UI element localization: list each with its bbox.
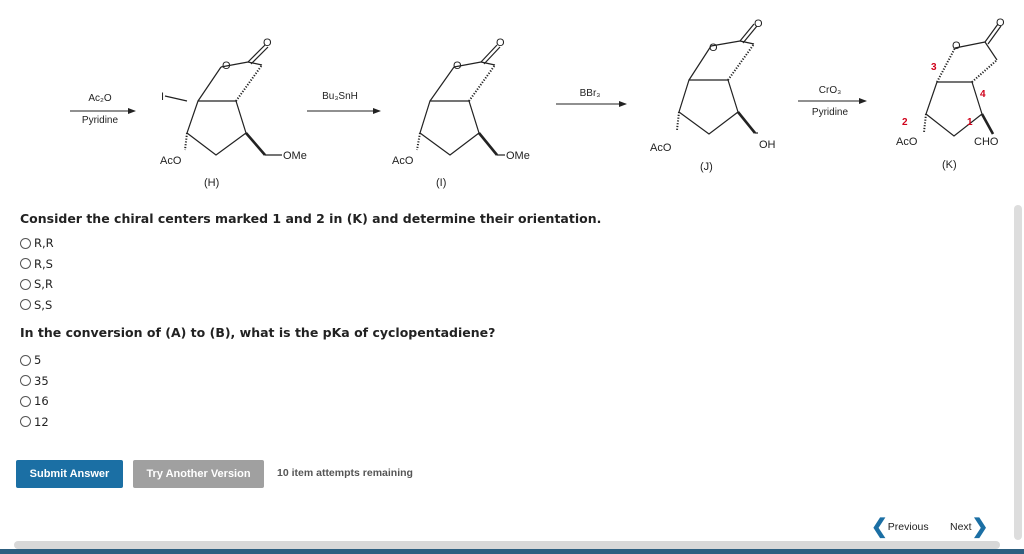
compound-k-carbonyl-o: O bbox=[996, 17, 1005, 29]
reagent-4-top: CrO₃ bbox=[818, 85, 842, 96]
radio-button[interactable] bbox=[20, 258, 31, 269]
reagent-2-top: Bu₃SnH bbox=[322, 91, 358, 102]
reaction-arrow-1 bbox=[70, 93, 135, 126]
compound-h-label: (H) bbox=[204, 177, 220, 189]
reagent-3-top: BBr₃ bbox=[579, 88, 601, 99]
attempts-remaining: 10 item attempts remaining bbox=[277, 467, 413, 479]
center-number-2: 2 bbox=[902, 117, 908, 128]
option-35[interactable]: 35 bbox=[20, 371, 49, 392]
radio-button[interactable] bbox=[20, 355, 31, 366]
compound-j-oh: OH bbox=[759, 139, 776, 151]
compound-h-aco: AcO bbox=[160, 155, 182, 167]
compound-j-aco: AcO bbox=[650, 142, 672, 154]
center-number-1: 1 bbox=[967, 117, 973, 128]
option-ss[interactable]: S,S bbox=[20, 295, 54, 316]
reagent-1-top: Ac₂O bbox=[88, 93, 112, 104]
horizontal-scrollbar[interactable] bbox=[14, 541, 1000, 549]
compound-h-iodo: I bbox=[161, 91, 165, 103]
try-another-version-button[interactable]: Try Another Version bbox=[133, 460, 264, 488]
chevron-left-icon: ❮ bbox=[871, 516, 888, 538]
question-2-options bbox=[20, 350, 49, 432]
compound-j bbox=[677, 24, 758, 134]
next-button[interactable]: Next ❯ bbox=[950, 516, 989, 538]
compound-i-ome: OMe bbox=[506, 150, 530, 162]
question-2-text: In the conversion of (A) to (B), what is the pKa of cyclopentadiene? bbox=[20, 325, 496, 340]
radio-button[interactable] bbox=[20, 375, 31, 386]
previous-button[interactable]: ❮ Previous bbox=[871, 516, 929, 538]
compound-j-ring-o: O bbox=[709, 42, 718, 54]
reaction-arrow-3 bbox=[556, 88, 626, 104]
option-16[interactable]: 16 bbox=[20, 391, 49, 412]
compound-k-aco: AcO bbox=[896, 136, 918, 148]
radio-button[interactable] bbox=[20, 279, 31, 290]
center-number-4: 4 bbox=[980, 89, 986, 100]
option-12[interactable]: 12 bbox=[20, 412, 49, 433]
compound-h-carbonyl-o: O bbox=[263, 37, 272, 49]
compound-j-carbonyl-o: O bbox=[754, 18, 763, 30]
reaction-arrow-2 bbox=[307, 91, 380, 111]
compound-i-carbonyl-o: O bbox=[496, 37, 505, 49]
submit-answer-button[interactable]: Submit Answer bbox=[16, 460, 123, 488]
compound-i-ring-o: O bbox=[453, 60, 462, 72]
compound-k-cho: CHO bbox=[974, 136, 999, 148]
compound-h-ring-o: O bbox=[222, 60, 231, 72]
compound-j-label: (J) bbox=[700, 161, 713, 173]
radio-button[interactable] bbox=[20, 416, 31, 427]
compound-k-ring-o: O bbox=[952, 40, 961, 52]
compound-i-label: (I) bbox=[436, 177, 447, 189]
question-1-text: Consider the chiral centers marked 1 and 2 in (K) and determine their orientation. bbox=[20, 211, 602, 226]
reagent-4-bottom: Pyridine bbox=[811, 107, 849, 118]
reagent-1-bottom: Pyridine bbox=[81, 115, 119, 126]
bottom-bar bbox=[0, 549, 1024, 554]
compound-i-aco: AcO bbox=[392, 155, 414, 167]
vertical-scrollbar[interactable] bbox=[1014, 205, 1022, 540]
option-5[interactable]: 5 bbox=[20, 350, 49, 371]
question-1-options bbox=[20, 233, 54, 315]
option-sr[interactable]: S,R bbox=[20, 274, 54, 295]
reaction-arrow-4 bbox=[798, 85, 866, 118]
compound-k bbox=[924, 24, 1001, 136]
compound-k-label: (K) bbox=[942, 159, 957, 171]
radio-button[interactable] bbox=[20, 396, 31, 407]
reaction-scheme bbox=[0, 0, 1024, 200]
center-number-3: 3 bbox=[931, 62, 937, 73]
radio-button[interactable] bbox=[20, 238, 31, 249]
radio-button[interactable] bbox=[20, 299, 31, 310]
chevron-right-icon: ❯ bbox=[971, 516, 989, 538]
compound-h-ome: OMe bbox=[283, 150, 307, 162]
option-rs[interactable]: R,S bbox=[20, 254, 54, 275]
option-rr[interactable]: R,R bbox=[20, 233, 54, 254]
